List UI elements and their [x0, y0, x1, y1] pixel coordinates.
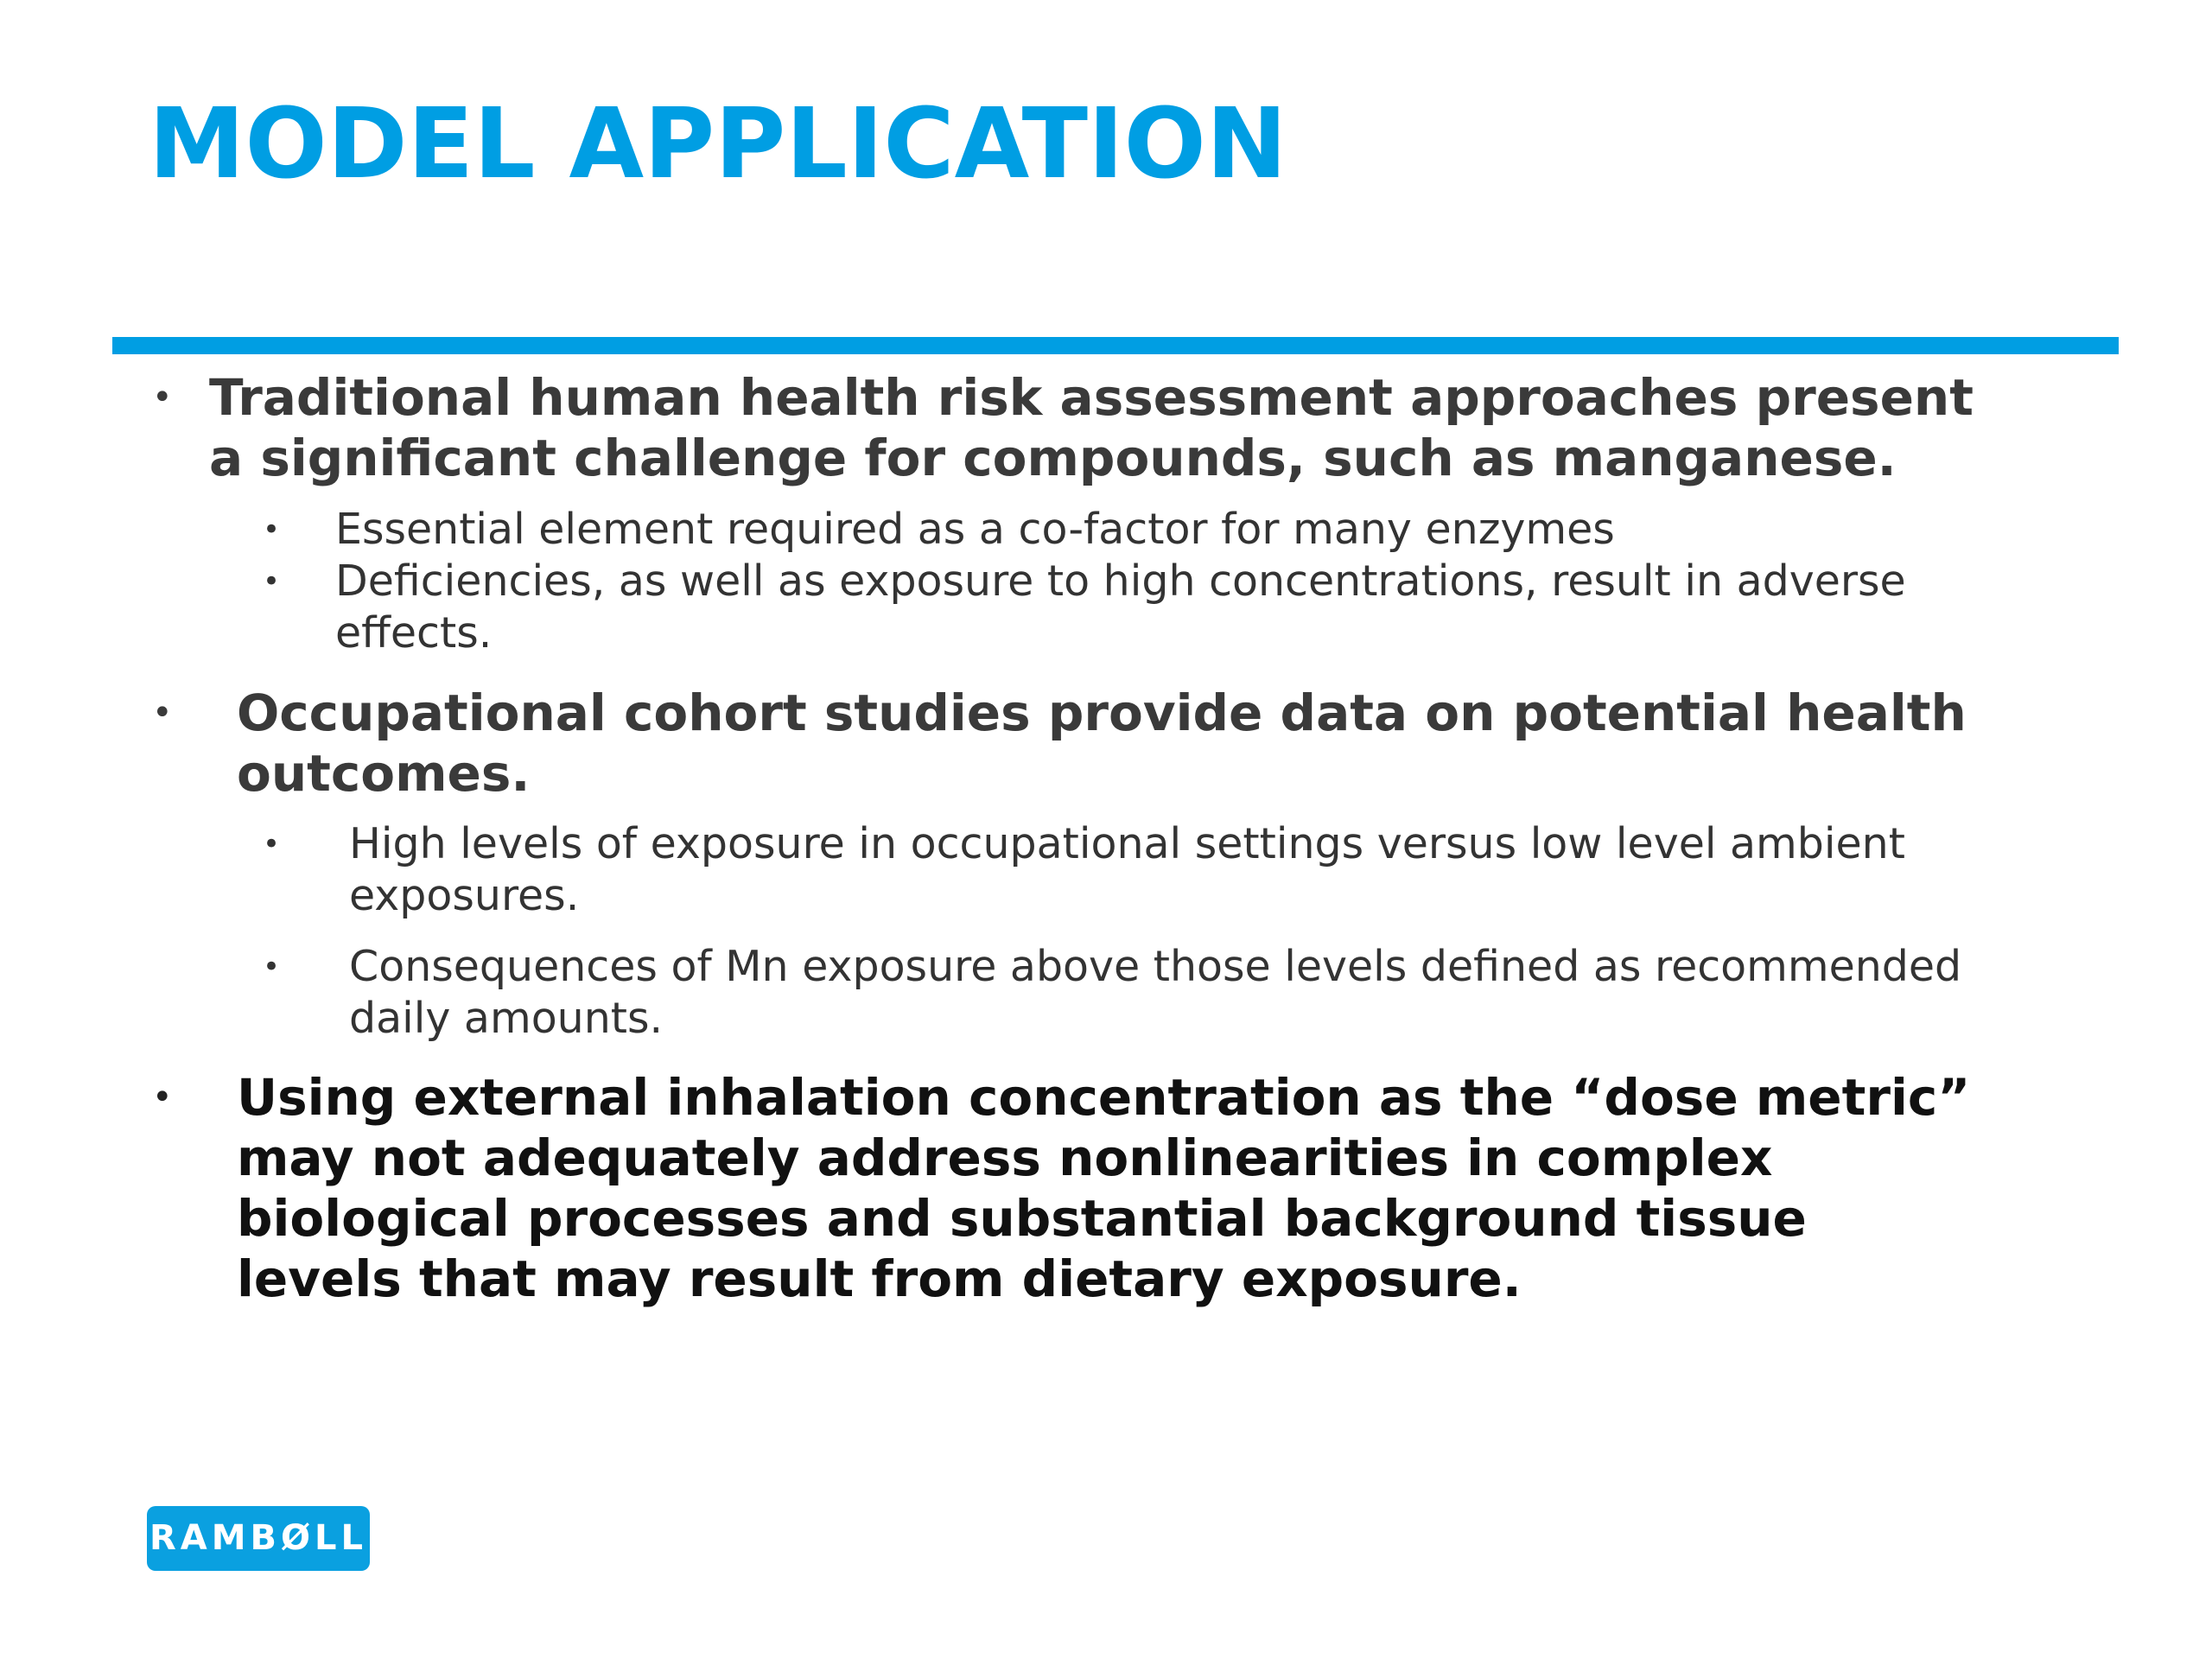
sub-bullet-text: Deficiencies, as well as exposure to high concentrations, result in adverse effects. [335, 556, 1906, 658]
bullet-text: Occupational cohort studies provide data on potential health outcomes. [237, 683, 1967, 803]
sub-bullet-item [263, 941, 2017, 1045]
slide-title: MODEL APPLICATION [149, 88, 1287, 200]
bullet-dot: • [263, 564, 281, 599]
sub-bullet-text: High levels of exposure in occupational settings versus low level ambient exposures. [349, 819, 1905, 920]
bullet-dot: • [263, 827, 281, 861]
bullet-text: Traditional human health risk assessment approaches present a significant challenge for compounds, such as manganese. [209, 368, 1974, 487]
bullet-item [152, 683, 1975, 804]
bullet-item [152, 367, 1975, 488]
bullet-dot: • [263, 950, 281, 984]
sub-bullet-text: Essential element required as a co-factor for many enzymes [335, 505, 1615, 554]
bullet-dot: • [152, 378, 173, 417]
title-divider [112, 337, 2119, 354]
sub-bullet-item [263, 556, 1991, 659]
bullet-dot: • [152, 693, 173, 733]
bullet-dot: • [263, 512, 281, 547]
ramboll-logo: RAMBØLL [147, 1506, 370, 1571]
sub-bullet-item [263, 504, 1991, 556]
sub-bullet-text: Consequences of Mn exposure above those levels defined as recommended daily amounts. [349, 942, 1962, 1043]
bullet-dot: • [152, 1077, 173, 1117]
bullet-item [152, 1067, 1975, 1309]
sub-bullet-item [263, 818, 2017, 922]
bullet-text: Using external inhalation concentration as the “dose metric” may not adequately address nonlinearities in complex biological processes and substantial background tissue levels that may result from dietary exposure. [237, 1068, 1971, 1308]
